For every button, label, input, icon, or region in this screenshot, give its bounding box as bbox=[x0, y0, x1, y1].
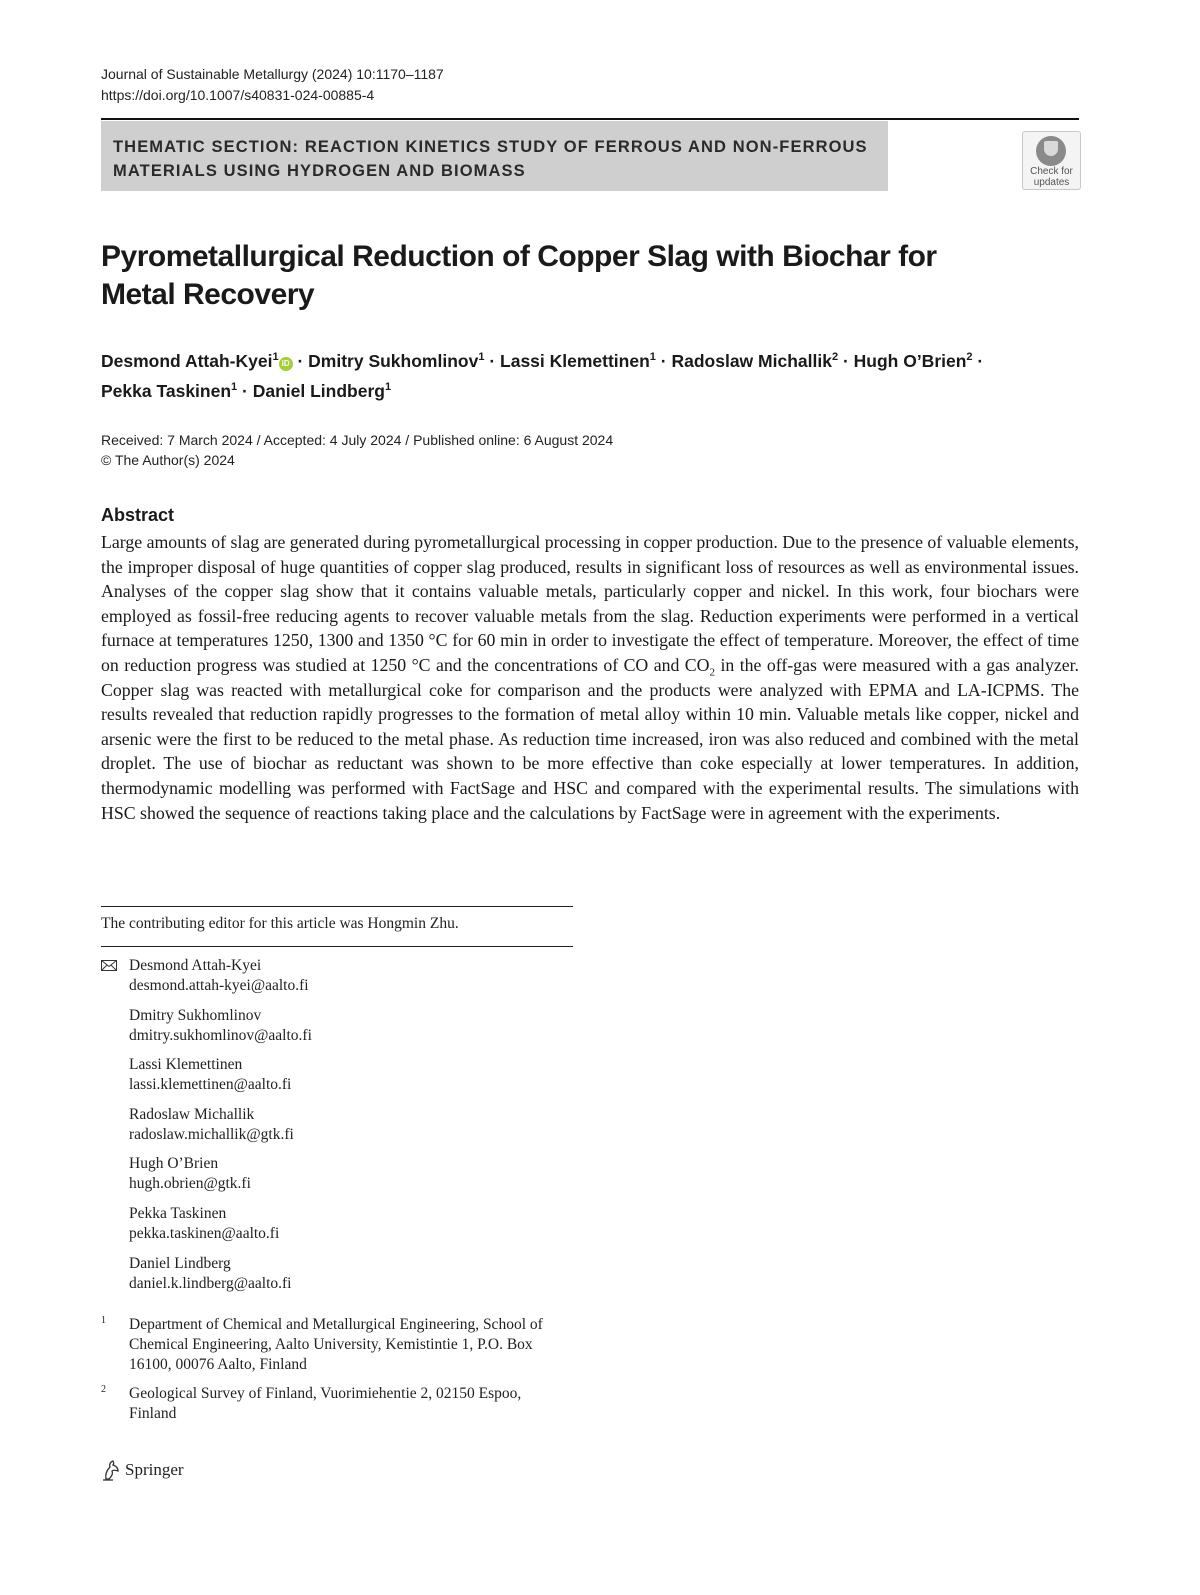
article-history bbox=[101, 430, 613, 470]
affiliation-marker: 1 bbox=[478, 351, 485, 363]
author-name[interactable]: Daniel Lindberg bbox=[252, 380, 385, 401]
envelope-icon[interactable] bbox=[101, 960, 117, 971]
contact-name: Hugh O’Brien bbox=[129, 1155, 219, 1173]
author-name[interactable]: Lassi Klemettinen bbox=[500, 350, 650, 371]
abstract-text: Large amounts of slag are generated during pyrometallurgical processing in copper production. Due to the presence of valuable elements, the improper disposal of huge quantities of copper slag produced, results in significant loss of resources as well as environmental issues. Analyses of the copper slag show that it contains valuable metals, particularly copper and nickel. In this work, four biochars were employed as fossil-free reducing agents to recover valuable metals from the slag. Reduction experiments were performed in a vertical furnace at temperatures 1250, 1300 and 1350 °C for 60 min in order to investigate the effect of temperature. Moreover, the effect of time on reduction progress was studied at 1250 °C and the concentrations of CO and $CO_2$ in the off-gas were measured with a gas analyzer. Copper slag was reacted with metallurgical coke for comparison and the products were analyzed with EPMA and LA-ICPMS. The results revealed that reduction rapidly progresses to the formation of metal alloy within 10 min. Valuable metals like copper, nickel and arsenic were the first to be reduced to the metal phase. As reduction time increased, iron was also reduced and combined with the metal droplet. The use of biochar as reductant was shown to be more effective than coke especially at lower temperatures. In addition, thermodynamic modelling was performed with FactSage and HSC and compared with the experimental results. The simulations with HSC showed the sequence of reactions taking place and the calculations by FactSage were in agreement with the experiments. bbox=[101, 532, 1080, 823]
affiliation-number: 1 bbox=[101, 1315, 106, 1326]
contact-entry bbox=[129, 1055, 312, 1095]
check-for-updates-label: Check for updates bbox=[1030, 166, 1073, 188]
contact-email[interactable]: daniel.k.lindberg@aalto.fi bbox=[129, 1274, 292, 1292]
history-dates: Received: 7 March 2024 / Accepted: 4 July 2024 / Published online: 6 August 2024 bbox=[101, 432, 614, 448]
affiliation-marker: 1 bbox=[384, 380, 392, 393]
author-name[interactable]: Desmond Attah-Kyei bbox=[101, 350, 273, 371]
contact-name: Radoslaw Michallik bbox=[129, 1105, 255, 1123]
contact-name: Lassi Klemettinen bbox=[129, 1056, 243, 1074]
author-name[interactable]: Pekka Taskinen bbox=[101, 380, 232, 401]
contact-entry bbox=[129, 1254, 312, 1294]
contact-name: Dmitry Sukhomlinov bbox=[129, 1006, 262, 1024]
crossmark-icon bbox=[1036, 136, 1066, 166]
affiliation-number: 2 bbox=[101, 1384, 106, 1395]
publisher-name: Springer bbox=[125, 1460, 184, 1479]
author-list: Desmond Attah-Kyei$^1$iD · Dmitry Sukhomlinov$^1$ · Lassi Klemettinen$^1$ · Radoslaw Michallik$^2$ · Hugh O’Brien$^2$ · Pekka Taskinen$^1$ · Daniel Lindberg$^1$ bbox=[101, 350, 984, 401]
author-name[interactable]: Radoslaw Michallik bbox=[671, 350, 832, 371]
contact-entry bbox=[129, 1006, 312, 1046]
affiliation-text: Department of Chemical and Metallurgical Engineering, School of Chemical Engineering, Aalto University, Kemistintie 1, P.O. Box 16100, 00076 Aalto, Finland bbox=[129, 1316, 543, 1373]
contact-name: Desmond Attah-Kyei bbox=[129, 957, 262, 974]
abstract-heading: Abstract bbox=[101, 505, 175, 525]
orcid-icon[interactable]: iD bbox=[279, 357, 293, 371]
contact-entry bbox=[129, 1154, 312, 1194]
publisher-logo bbox=[101, 1459, 184, 1481]
header-rule bbox=[101, 118, 1079, 120]
affiliation-marker: 2 bbox=[831, 351, 839, 363]
author-name[interactable]: Dmitry Sukhomlinov bbox=[308, 350, 479, 371]
contact-name: Pekka Taskinen bbox=[129, 1204, 227, 1222]
contact-name: Daniel Lindberg bbox=[129, 1254, 231, 1272]
thematic-section-label: THEMATIC SECTION: REACTION KINETICS STUDY OF FERROUS AND NON-FERROUS MATERIALS USING HYDROGEN AND BIOMASS bbox=[113, 138, 868, 180]
contact-email[interactable]: pekka.taskinen@aalto.fi bbox=[129, 1224, 280, 1242]
article-title: Pyrometallurgical Reduction of Copper Slag with Biochar for Metal Recovery bbox=[101, 240, 937, 311]
springer-horse-icon bbox=[101, 1459, 121, 1481]
journal-header bbox=[101, 64, 444, 106]
affiliation-marker: 2 bbox=[966, 351, 973, 363]
copyright-notice: © The Author(s) 2024 bbox=[101, 452, 235, 468]
doi-link[interactable]: https://doi.org/10.1007/s40831-024-00885-4 bbox=[101, 87, 375, 103]
affiliation-text: Geological Survey of Finland, Vuorimiehentie 2, 02150 Espoo, Finland bbox=[129, 1385, 522, 1422]
contact-email[interactable]: radoslaw.michallik@gtk.fi bbox=[129, 1125, 294, 1143]
contact-email[interactable]: dmitry.sukhomlinov@aalto.fi bbox=[129, 1026, 312, 1044]
contact-email[interactable]: desmond.attah-kyei@aalto.fi bbox=[129, 977, 309, 994]
corresponding-contacts bbox=[129, 956, 312, 1303]
author-name[interactable]: Hugh O’Brien bbox=[853, 350, 967, 371]
footnote-rule-top bbox=[101, 906, 573, 907]
contact-entry bbox=[129, 1105, 312, 1145]
thematic-section-banner bbox=[101, 121, 888, 191]
affiliation-marker: 1 bbox=[231, 380, 238, 393]
footnote-rule-bottom bbox=[101, 946, 573, 947]
check-for-updates-badge[interactable] bbox=[1022, 131, 1081, 190]
contact-email[interactable]: hugh.obrien@gtk.fi bbox=[129, 1175, 251, 1193]
journal-citation: Journal of Sustainable Metallurgy (2024) 10:1170–1187 bbox=[101, 66, 444, 82]
contact-email[interactable]: lassi.klemettinen@aalto.fi bbox=[129, 1076, 292, 1094]
affiliation-marker: 1 bbox=[272, 351, 279, 363]
contact-entry bbox=[129, 1204, 312, 1244]
contributing-editor-note: The contributing editor for this article was Hongmin Zhu. bbox=[101, 915, 459, 932]
affiliation-marker: 1 bbox=[649, 351, 656, 363]
contact-entry bbox=[129, 956, 312, 996]
